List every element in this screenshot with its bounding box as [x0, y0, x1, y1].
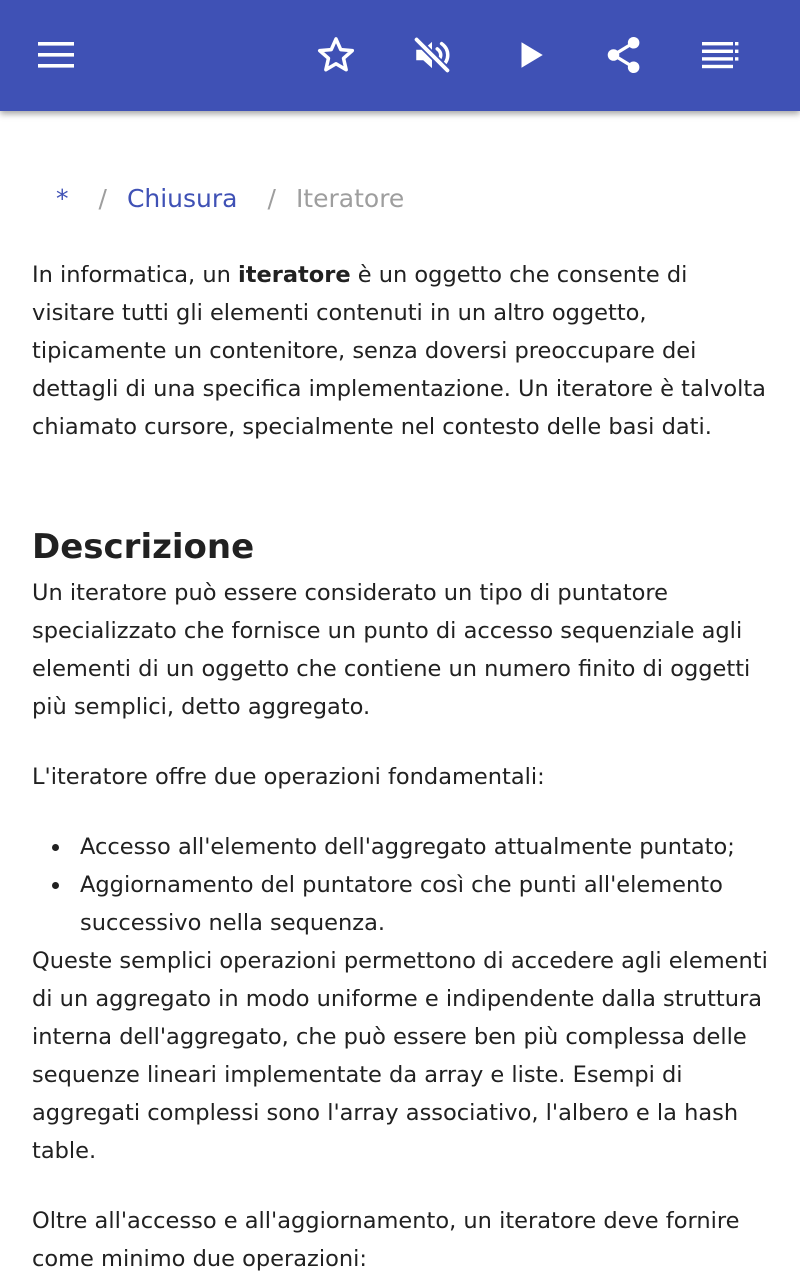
- description-paragraph: Un iteratore può essere considerato un tipo di puntatore specializzato che fornisce un punto di accesso sequenziale agli elementi di un oggetto che contiene un numero finito di oggetti più semplici, detto aggregato.: [32, 580, 751, 720]
- section-heading: Descrizione: [32, 527, 255, 567]
- extra-operations-paragraph: Oltre all'accesso e all'aggiornamento, un iteratore deve fornire come minimo due operazioni:: [32, 1208, 740, 1272]
- operations-list: [32, 828, 772, 942]
- list-item: [32, 866, 772, 942]
- intro-paragraph: [32, 256, 772, 446]
- breadcrumb-parent-link[interactable]: Chiusura: [126, 183, 238, 213]
- intro-text: In informatica, un: [32, 262, 239, 288]
- bullet-icon: [52, 844, 59, 851]
- intro-text-rest: è un oggetto che consente di visitare tutti gli elementi contenuti in un altro oggetto, tipicamente un contenitore, senza doversi preoccupare dei dettagli di una specifica implementazione. Un iteratore è talvolta chiamato cursore, specialmente nel contesto delle basi dati.: [32, 262, 766, 440]
- list-item: [32, 828, 772, 866]
- list-contents-icon[interactable]: [692, 27, 748, 83]
- list-item-text: Accesso all'elemento dell'aggregato attualmente puntato;: [80, 834, 735, 860]
- breadcrumb-separator: /: [98, 183, 107, 213]
- aggregates-paragraph: Queste semplici operazioni permettono di accedere agli elementi di un aggregato in modo uniforme e indipendente dalla struttura interna dell'aggregato, che può essere ben più complessa delle sequenze lineari implementate da array e liste. Esempi di aggregati complessi sono l'array associativo, l'albero e la hash table.: [32, 948, 768, 1164]
- volume-off-icon[interactable]: [404, 27, 460, 83]
- breadcrumb-separator: /: [267, 183, 276, 213]
- hamburger-menu-icon[interactable]: [28, 27, 84, 83]
- breadcrumb-home-link[interactable]: *: [56, 183, 69, 213]
- bullet-icon: [52, 882, 59, 889]
- breadcrumb-current: Iteratore: [295, 183, 405, 213]
- share-icon[interactable]: [596, 27, 652, 83]
- app-toolbar: [0, 0, 800, 111]
- star-outline-icon[interactable]: [308, 27, 364, 83]
- list-item-text: Aggiornamento del puntatore così che punti all'elemento successivo nella sequenza.: [80, 872, 723, 936]
- operations-intro-paragraph: L'iteratore offre due operazioni fondamentali:: [32, 764, 545, 790]
- intro-bold-term: iteratore: [238, 262, 351, 288]
- breadcrumb: [56, 178, 404, 218]
- play-icon[interactable]: [502, 27, 558, 83]
